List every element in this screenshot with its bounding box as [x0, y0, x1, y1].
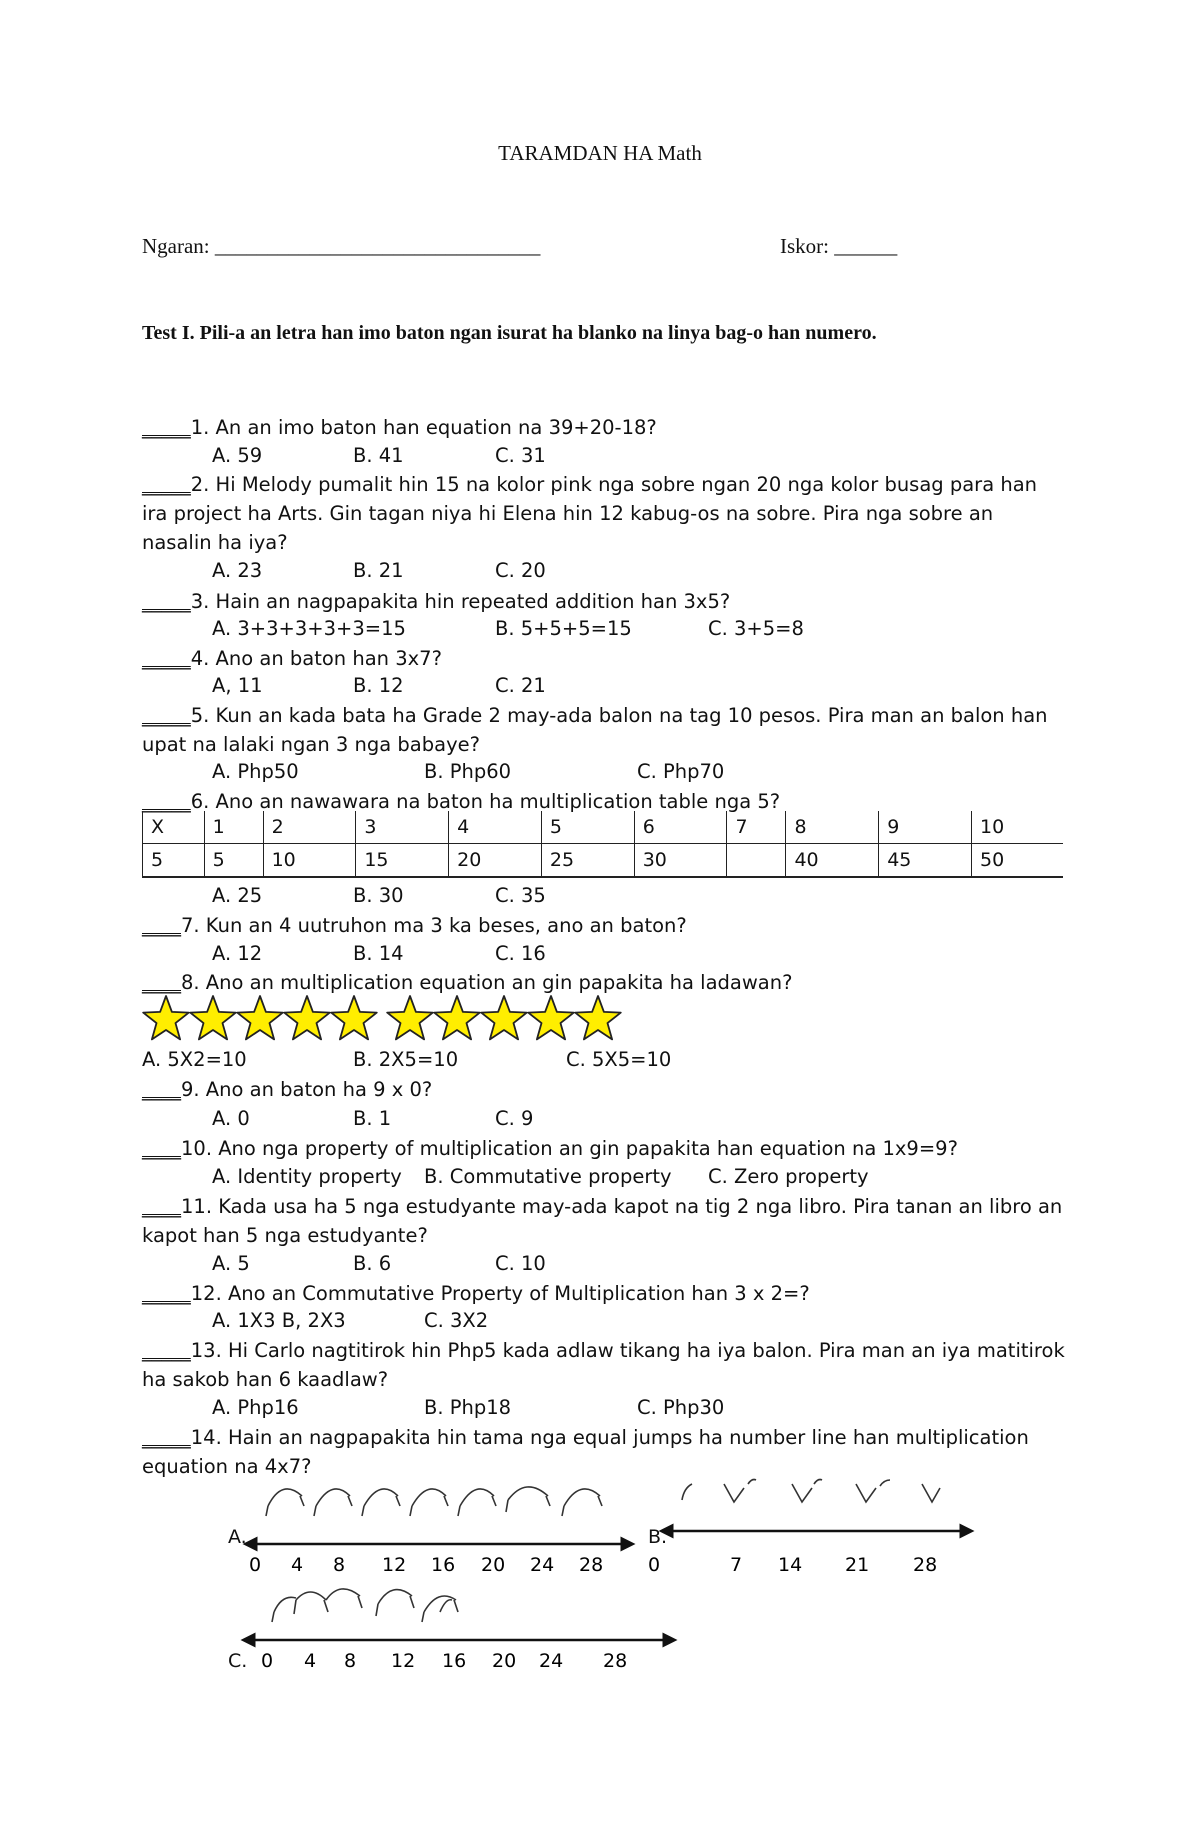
q13-option-c: C. Php30: [637, 1396, 725, 1419]
q9-option-a: A. 0: [212, 1107, 250, 1130]
answer-blank[interactable]: _____: [142, 1282, 191, 1305]
q6-option-a: A. 25: [212, 884, 263, 907]
tick-label: 28: [579, 1554, 604, 1576]
tick-label: 28: [603, 1650, 628, 1672]
table-cell: 40: [786, 844, 879, 878]
q4-option-c: C. 21: [495, 674, 546, 697]
q1-option-a: A. 59: [212, 444, 263, 467]
q11-option-a: A. 5: [212, 1252, 250, 1275]
jump-marks-b: [682, 1480, 940, 1503]
question-text: 14. Hain an nagpapakita hin tama nga equal jumps ha number line han multiplication equation na 4x7?: [142, 1426, 1029, 1478]
question-text: 6. Ano an nawawara na baton ha multiplication table nga 5?: [190, 790, 781, 813]
answer-blank[interactable]: ____: [142, 971, 181, 994]
option-c-label: C.: [228, 1650, 248, 1672]
table-cell: 20: [449, 844, 542, 878]
tick-label: 7: [730, 1554, 743, 1576]
q1-option-b: B. 41: [353, 444, 404, 467]
answer-blank[interactable]: _____: [142, 590, 191, 613]
q7-option-c: C. 16: [495, 942, 546, 965]
answer-blank[interactable]: _____: [142, 790, 191, 813]
tick-label: 12: [382, 1554, 407, 1576]
question-text: 2. Hi Melody pumalit hin 15 na kolor pink nga sobre ngan 20 nga kolor busag para han ira project ha Arts. Gin tagan niya hi Elena hin 12 kabug-os na sobre. Pira nga sobre an nasalin ha iya?: [142, 473, 1038, 554]
tick-label: 28: [913, 1554, 938, 1576]
answer-blank[interactable]: _____: [142, 647, 191, 670]
option-b-label: B.: [648, 1526, 668, 1548]
score-field-label: Iskor: ______: [780, 234, 898, 258]
table-cell: 1: [204, 811, 263, 844]
table-cell: 4: [449, 811, 542, 844]
jump-arcs-c: [272, 1589, 458, 1622]
q11-option-b: B. 6: [353, 1252, 392, 1275]
q5-option-b: B. Php60: [424, 760, 512, 783]
question-text: 4. Ano an baton han 3x7?: [190, 647, 442, 670]
page-title: TARAMDAN HA Math: [498, 141, 702, 165]
tick-label: 24: [530, 1554, 555, 1576]
q10-option-c: C. Zero property: [708, 1165, 869, 1188]
q6-option-c: C. 35: [495, 884, 546, 907]
q8-option-b: B. 2X5=10: [353, 1048, 459, 1071]
table-cell: X: [143, 811, 205, 844]
question-text: 12. Ano an Commutative Property of Multiplication han 3 x 2=?: [190, 1282, 810, 1305]
tick-label: 24: [539, 1650, 564, 1672]
q5-option-a: A. Php50: [212, 760, 299, 783]
table-cell: 30: [634, 844, 727, 878]
q13-option-b: B. Php18: [424, 1396, 512, 1419]
table-cell: 9: [879, 811, 972, 844]
table-cell: 5: [143, 844, 205, 878]
question-text: 10. Ano nga property of multiplication an gin papakita han equation na 1x9=9?: [181, 1137, 958, 1160]
tick-label: 20: [481, 1554, 506, 1576]
table-cell: 45: [879, 844, 972, 878]
table-cell: 3: [356, 811, 449, 844]
tick-label: 0: [648, 1554, 661, 1576]
q3-option-c: C. 3+5=8: [708, 617, 804, 640]
answer-blank[interactable]: _____: [142, 416, 191, 439]
q12-option-ab: A. 1X3 B, 2X3: [212, 1309, 346, 1332]
q3-option-b: B. 5+5+5=15: [495, 617, 632, 640]
q4-option-a: A, 11: [212, 674, 263, 697]
q13-option-a: A. Php16: [212, 1396, 299, 1419]
question-text: 7. Kun an 4 uutruhon ma 3 ka beses, ano an baton?: [181, 914, 687, 937]
table-cell: 10: [972, 811, 1064, 844]
question-text: 9. Ano an baton ha 9 x 0?: [181, 1078, 433, 1101]
table-cell: 5: [204, 844, 263, 878]
tick-label: 0: [249, 1554, 262, 1576]
q2-option-c: C. 20: [495, 559, 546, 582]
q8-option-a: A. 5X2=10: [142, 1048, 247, 1071]
q10-option-b: B. Commutative property: [424, 1165, 672, 1188]
answer-blank[interactable]: ____: [142, 1195, 181, 1218]
table-cell: 2: [263, 811, 356, 844]
tick-label: 21: [845, 1554, 870, 1576]
q3-option-a: A. 3+3+3+3+3=15: [212, 617, 406, 640]
test-instruction: Test I. Pili-a an letra han imo baton ngan isurat ha blanko na linya bag-o han numero.: [142, 322, 877, 344]
table-cell: 8: [786, 811, 879, 844]
answer-blank[interactable]: _____: [142, 1339, 191, 1362]
answer-blank[interactable]: _____: [142, 1426, 191, 1449]
question-text: 8. Ano an multiplication equation an gin papakita ha ladawan?: [181, 971, 793, 994]
tick-label: 4: [304, 1650, 317, 1672]
table-cell: 6: [634, 811, 727, 844]
table-cell: 7: [727, 811, 786, 844]
name-field-label: Ngaran: _______________________________: [142, 234, 541, 258]
question-text: 5. Kun an kada bata ha Grade 2 may-ada balon na tag 10 pesos. Pira man an balon han upat na lalaki ngan 3 nga babaye?: [142, 704, 1048, 756]
q9-option-c: C. 9: [495, 1107, 534, 1130]
tick-label: 20: [492, 1650, 517, 1672]
q7-option-a: A. 12: [212, 942, 263, 965]
q12-option-c: C. 3X2: [424, 1309, 489, 1332]
table-cell: 10: [263, 844, 356, 878]
question-text: 11. Kada usa ha 5 nga estudyante may-ada kapot na tig 2 nga libro. Pira tanan an libro an kapot han 5 nga estudyante?: [142, 1195, 1063, 1247]
jump-arcs-a: [266, 1487, 602, 1516]
question-text: 3. Hain an nagpapakita hin repeated addition han 3x5?: [190, 590, 731, 613]
q6-option-b: B. 30: [353, 884, 404, 907]
tick-label: 8: [333, 1554, 346, 1576]
answer-blank[interactable]: ____: [142, 914, 181, 937]
q4-option-b: B. 12: [353, 674, 404, 697]
question-text: 13. Hi Carlo nagtitirok hin Php5 kada adlaw tikang ha iya balon. Pira man an iya matitirok ha sakob han 6 kaadlaw?: [142, 1339, 1065, 1391]
tick-label: 16: [442, 1650, 467, 1672]
answer-blank[interactable]: _____: [142, 704, 191, 727]
q2-option-b: B. 21: [353, 559, 404, 582]
tick-label: 16: [431, 1554, 456, 1576]
q1-option-c: C. 31: [495, 444, 546, 467]
table-cell: 5: [541, 811, 634, 844]
answer-blank[interactable]: ____: [142, 1078, 181, 1101]
q9-option-b: B. 1: [353, 1107, 392, 1130]
question-text: 1. An an imo baton han equation na 39+20-18?: [190, 416, 657, 439]
table-cell: 50: [972, 844, 1064, 878]
q7-option-b: B. 14: [353, 942, 404, 965]
table-cell: 15: [356, 844, 449, 878]
tick-label: 4: [291, 1554, 304, 1576]
q8-option-c: C. 5X5=10: [566, 1048, 672, 1071]
q11-option-c: C. 10: [495, 1252, 546, 1275]
q2-option-a: A. 23: [212, 559, 263, 582]
tick-label: 8: [344, 1650, 357, 1672]
q10-option-a: A. Identity property: [212, 1165, 402, 1188]
tick-label: 14: [778, 1554, 803, 1576]
table-cell: 25: [541, 844, 634, 878]
option-a-label: A.: [228, 1526, 247, 1548]
tick-label: 12: [391, 1650, 416, 1672]
tick-label: 0: [261, 1650, 274, 1672]
answer-blank[interactable]: ____: [142, 1137, 181, 1160]
answer-blank[interactable]: _____: [142, 473, 191, 496]
q5-option-c: C. Php70: [637, 760, 725, 783]
